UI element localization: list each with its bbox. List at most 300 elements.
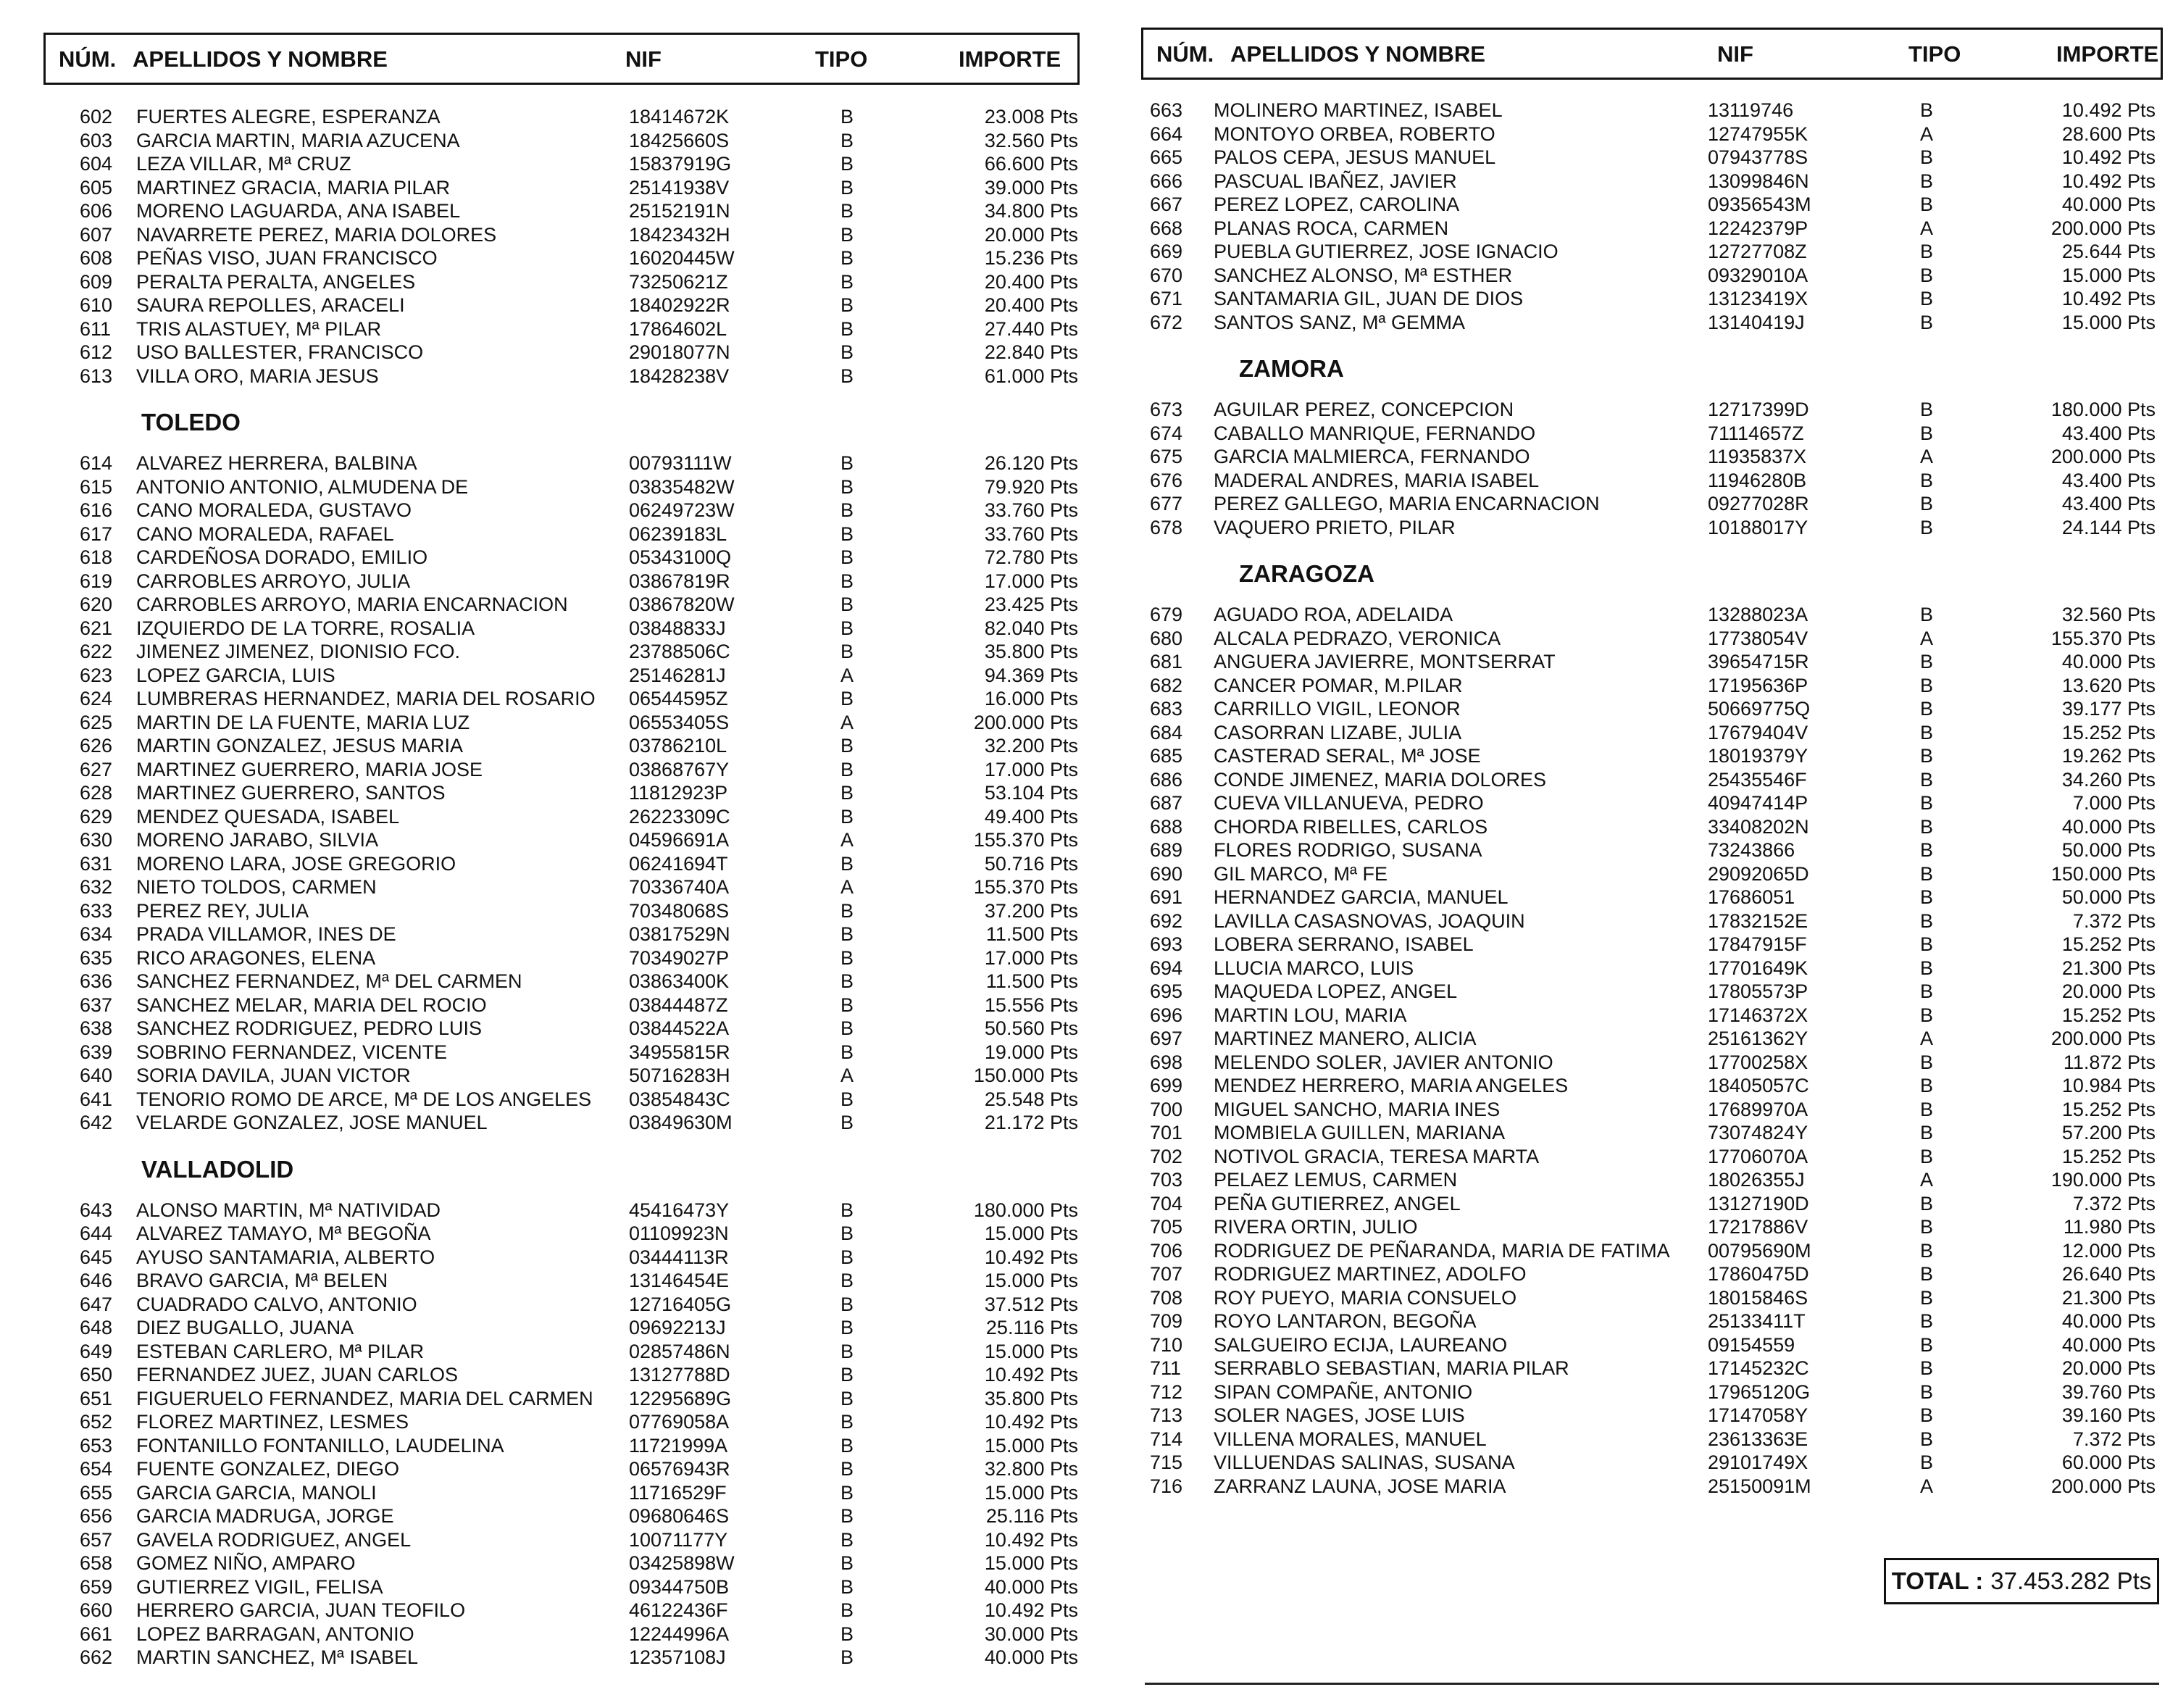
row-number: 701 xyxy=(1150,1122,1183,1143)
tipo-value: B xyxy=(840,270,854,293)
tipo-value: B xyxy=(840,1434,854,1457)
table-row xyxy=(43,1338,1080,1362)
nif-value: 02857486N xyxy=(629,1340,730,1362)
importe-value: 7.000 Pts xyxy=(2072,792,2156,814)
table-row xyxy=(43,1597,1080,1621)
person-name: MARTIN DE LA FUENTE, MARIA LUZ xyxy=(136,711,470,733)
person-name: BRAVO GARCIA, Mª BELEN xyxy=(136,1270,388,1291)
header-tipo: TIPO xyxy=(1908,41,1961,67)
importe-value: 33.760 Pts xyxy=(984,522,1078,545)
row-number: 661 xyxy=(80,1622,113,1645)
total-label: TOTAL : xyxy=(1891,1567,1984,1594)
importe-value: 11.500 Pts xyxy=(985,923,1078,945)
importe-value: 26.640 Pts xyxy=(2061,1263,2156,1285)
row-number: 633 xyxy=(80,899,113,922)
importe-value: 11.980 Pts xyxy=(2063,1216,2156,1238)
person-name: PEREZ GALLEGO, MARIA ENCARNACION xyxy=(1214,493,1600,515)
person-name: ESTEBAN CARLERO, Mª PILAR xyxy=(136,1340,425,1362)
person-name: VILLUENDAS SALINAS, SUSANA xyxy=(1214,1451,1515,1473)
nif-value: 09344750B xyxy=(629,1575,730,1598)
tipo-value: B xyxy=(1920,1310,1934,1332)
row-number: 684 xyxy=(1150,721,1183,743)
row-number: 644 xyxy=(80,1222,113,1244)
nif-value: 03786210L xyxy=(629,735,727,757)
nif-value: 12717399D xyxy=(1708,399,1809,420)
tipo-value: A xyxy=(840,664,854,686)
table-row xyxy=(1141,1355,2163,1379)
tipo-value: B xyxy=(1920,862,1934,885)
person-name: ALVAREZ TAMAYO, Mª BEGOÑA xyxy=(136,1222,431,1244)
nif-value: 17701649K xyxy=(1708,957,1808,979)
table-row xyxy=(1141,955,2163,979)
table-row xyxy=(1141,1238,2163,1262)
tipo-value: B xyxy=(840,1112,854,1133)
tipo-value: B xyxy=(840,499,854,521)
nif-value: 17738054V xyxy=(1708,627,1808,649)
tipo-value: B xyxy=(1920,241,1934,262)
tipo-value: B xyxy=(840,1387,854,1409)
nif-value: 25435546F xyxy=(1708,768,1807,791)
nif-value: 23788506C xyxy=(629,641,730,662)
person-name: ALVAREZ HERRERA, BALBINA xyxy=(136,452,417,474)
row-number: 712 xyxy=(1150,1380,1183,1403)
tipo-value: B xyxy=(840,688,854,709)
tipo-value: B xyxy=(840,1270,854,1291)
nif-value: 25152191N xyxy=(629,200,730,222)
importe-value: 32.560 Pts xyxy=(984,129,1078,151)
row-number: 607 xyxy=(80,223,113,246)
nif-value: 03844487Z xyxy=(629,993,728,1016)
tipo-value: B xyxy=(840,899,854,922)
row-number: 643 xyxy=(80,1199,113,1221)
person-name: GIL MARCO, Mª FE xyxy=(1214,862,1388,885)
table-row xyxy=(1141,168,2163,192)
tipo-value: B xyxy=(840,946,854,969)
nif-value: 09329010A xyxy=(1708,264,1808,286)
nif-value: 18015846S xyxy=(1708,1286,1808,1309)
tipo-value: B xyxy=(1920,1357,1934,1379)
nif-value: 18405057C xyxy=(1708,1075,1809,1096)
row-number: 630 xyxy=(80,829,113,851)
table-row xyxy=(43,175,1080,199)
nif-value: 06544595Z xyxy=(629,688,728,709)
importe-value: 72.780 Pts xyxy=(984,546,1078,568)
tipo-value: B xyxy=(1920,1145,1934,1167)
section-title: ZARAGOZA xyxy=(1239,560,1374,587)
importe-value: 20.000 Pts xyxy=(984,223,1078,246)
nif-value: 17847915F xyxy=(1708,933,1807,955)
row-number: 646 xyxy=(80,1270,113,1291)
person-name: TRIS ALASTUEY, Mª PILAR xyxy=(136,317,382,340)
tipo-value: B xyxy=(840,341,854,363)
person-name: LOPEZ BARRAGAN, ANTONIO xyxy=(136,1622,414,1645)
tipo-value: B xyxy=(840,1041,854,1063)
tipo-value: B xyxy=(1920,1098,1934,1120)
table-row xyxy=(1141,978,2163,1002)
table-row xyxy=(43,1062,1080,1086)
table-row xyxy=(1141,790,2163,814)
row-number: 648 xyxy=(80,1317,113,1338)
importe-value: 10.492 Pts xyxy=(2061,288,2156,309)
importe-value: 15.252 Pts xyxy=(2061,933,2156,955)
tipo-value: B xyxy=(840,805,854,828)
person-name: FUENTE GONZALEZ, DIEGO xyxy=(136,1458,400,1480)
table-row xyxy=(43,245,1080,269)
nif-value: 25141938V xyxy=(629,176,730,199)
table-row xyxy=(43,198,1080,222)
importe-value: 10.492 Pts xyxy=(2061,170,2156,192)
table-row xyxy=(1141,1025,2163,1049)
nif-value: 29101749X xyxy=(1708,1451,1808,1473)
row-number: 683 xyxy=(1150,698,1183,720)
section-title: VALLADOLID xyxy=(141,1155,294,1183)
table-row xyxy=(1141,861,2163,885)
person-name: FLOREZ MARTINEZ, LESMES xyxy=(136,1411,409,1433)
tipo-value: B xyxy=(840,1505,854,1527)
importe-value: 180.000 Pts xyxy=(973,1199,1078,1221)
tipo-value: B xyxy=(1920,886,1934,908)
person-name: AYUSO SANTAMARIA, ALBERTO xyxy=(136,1246,435,1268)
person-name: GARCIA MARTIN, MARIA AZUCENA xyxy=(136,129,460,151)
nif-value: 13099846N xyxy=(1708,170,1809,192)
nif-value: 11946280B xyxy=(1708,469,1807,491)
tipo-value: B xyxy=(1920,1239,1934,1262)
importe-value: 43.400 Pts xyxy=(2061,422,2156,444)
importe-value: 39.760 Pts xyxy=(2061,1380,2156,1403)
person-name: ANTONIO ANTONIO, ALMUDENA DE xyxy=(136,475,469,498)
person-name: SANCHEZ RODRIGUEZ, PEDRO LUIS xyxy=(136,1017,483,1039)
nif-value: 11935837X xyxy=(1708,446,1807,467)
table-row xyxy=(1141,601,2163,625)
person-name: CANO MORALEDA, GUSTAVO xyxy=(136,499,412,521)
row-number: 713 xyxy=(1150,1404,1183,1426)
table-row xyxy=(1141,1332,2163,1356)
row-number: 679 xyxy=(1150,604,1183,625)
row-number: 670 xyxy=(1150,264,1183,286)
row-number: 657 xyxy=(80,1528,113,1551)
table-row xyxy=(1141,1449,2163,1473)
tipo-value: B xyxy=(1920,1075,1934,1096)
table-row xyxy=(43,992,1080,1016)
tipo-value: B xyxy=(840,522,854,545)
tipo-value: B xyxy=(1920,1051,1934,1073)
table-header xyxy=(1141,28,2163,80)
header-num: NÚM. xyxy=(59,46,117,72)
importe-value: 24.144 Pts xyxy=(2061,516,2156,538)
person-name: CARRILLO VIGIL, LEONOR xyxy=(1214,698,1461,720)
importe-value: 17.000 Pts xyxy=(984,758,1078,780)
person-name: FERNANDEZ JUEZ, JUAN CARLOS xyxy=(136,1364,459,1386)
table-row xyxy=(1141,625,2163,649)
row-number: 622 xyxy=(80,641,113,662)
tipo-value: B xyxy=(840,153,854,175)
importe-value: 200.000 Pts xyxy=(2050,217,2156,239)
person-name: CONDE JIMENEZ, MARIA DOLORES xyxy=(1214,768,1547,791)
nif-value: 15837919G xyxy=(629,153,732,175)
table-row xyxy=(43,1197,1080,1221)
nif-value: 18019379Y xyxy=(1708,745,1808,767)
nif-value: 25133411T xyxy=(1708,1310,1806,1332)
nif-value: 17689970A xyxy=(1708,1098,1808,1120)
nif-value: 13123419X xyxy=(1708,288,1808,309)
table-row xyxy=(43,780,1080,804)
person-name: CUADRADO CALVO, ANTONIO xyxy=(136,1293,417,1315)
nif-value: 03848833J xyxy=(629,617,726,639)
row-number: 659 xyxy=(80,1575,113,1598)
tipo-value: B xyxy=(1920,1380,1934,1403)
row-number: 632 xyxy=(80,876,113,898)
tipo-value: B xyxy=(840,200,854,222)
person-name: AGUADO ROA, ADELAIDA xyxy=(1214,604,1453,625)
nif-value: 17686051 xyxy=(1708,886,1795,908)
nif-value: 17965120G xyxy=(1708,1380,1811,1403)
nif-value: 11812923P xyxy=(629,782,728,804)
nif-value: 07943778S xyxy=(1708,146,1808,168)
header-nif: NIF xyxy=(625,46,662,72)
importe-value: 33.760 Pts xyxy=(984,499,1078,521)
importe-value: 200.000 Pts xyxy=(2050,446,2156,467)
person-name: SERRABLO SEBASTIAN, MARIA PILAR xyxy=(1214,1357,1569,1379)
nif-value: 13140419J xyxy=(1708,311,1805,333)
tipo-value: B xyxy=(1920,909,1934,932)
person-name: MARTINEZ GUERRERO, MARIA JOSE xyxy=(136,758,483,780)
row-number: 606 xyxy=(80,200,113,222)
row-number: 687 xyxy=(1150,792,1183,814)
table-row xyxy=(43,269,1080,293)
importe-value: 19.000 Pts xyxy=(984,1041,1078,1063)
person-name: MARTIN LOU, MARIA xyxy=(1214,1004,1407,1026)
table-row xyxy=(43,686,1080,709)
importe-value: 22.840 Pts xyxy=(984,341,1078,363)
tipo-value: B xyxy=(840,1364,854,1386)
nif-value: 17195636P xyxy=(1708,674,1808,696)
person-name: RIVERA ORTIN, JULIO xyxy=(1214,1216,1418,1238)
person-name: TENORIO ROMO DE ARCE, Mª DE LOS ANGELES xyxy=(136,1088,592,1110)
row-number: 673 xyxy=(1150,399,1183,420)
nif-value: 25146281J xyxy=(629,664,726,686)
nif-value: 13127190D xyxy=(1708,1192,1809,1215)
tipo-value: B xyxy=(1920,698,1934,720)
importe-value: 10.492 Pts xyxy=(984,1599,1078,1621)
tipo-value: B xyxy=(840,593,854,615)
total-box xyxy=(1884,1558,2159,1604)
tipo-value: B xyxy=(840,1340,854,1362)
row-number: 658 xyxy=(80,1552,113,1574)
tipo-value: B xyxy=(1920,1286,1934,1309)
nif-value: 73243866 xyxy=(1708,839,1795,861)
nif-value: 17679404V xyxy=(1708,721,1808,743)
nif-value: 25150091M xyxy=(1708,1475,1811,1497)
table-row xyxy=(1141,1426,2163,1450)
importe-value: 37.200 Pts xyxy=(984,899,1078,922)
person-name: FONTANILLO FONTANILLO, LAUDELINA xyxy=(136,1434,504,1457)
importe-value: 79.920 Pts xyxy=(984,475,1078,498)
tipo-value: B xyxy=(840,735,854,757)
row-number: 678 xyxy=(1150,516,1183,538)
tipo-value: B xyxy=(840,923,854,945)
nif-value: 12747955K xyxy=(1708,122,1808,145)
table-row xyxy=(1141,1379,2163,1403)
nif-value: 40947414P xyxy=(1708,792,1808,814)
row-number: 631 xyxy=(80,852,113,875)
importe-value: 15.252 Pts xyxy=(2061,1004,2156,1026)
row-number: 619 xyxy=(80,570,113,592)
tipo-value: A xyxy=(840,1065,854,1086)
tipo-value: B xyxy=(1920,516,1934,538)
importe-value: 32.560 Pts xyxy=(2061,604,2156,625)
nif-value: 09356543M xyxy=(1708,193,1811,215)
tipo-value: B xyxy=(840,758,854,780)
row-number: 699 xyxy=(1150,1075,1183,1096)
nif-value: 06239183L xyxy=(629,522,727,545)
row-number: 642 xyxy=(80,1112,113,1133)
row-number: 663 xyxy=(1150,99,1183,121)
person-name: ROYO LANTARON, BEGOÑA xyxy=(1214,1310,1477,1332)
person-name: PLANAS ROCA, CARMEN xyxy=(1214,217,1449,239)
row-number: 655 xyxy=(80,1481,113,1504)
nif-value: 29018077N xyxy=(629,341,730,363)
table-row xyxy=(1141,1191,2163,1215)
table-row xyxy=(1141,672,2163,696)
tipo-value: B xyxy=(1920,980,1934,1002)
person-name: GAVELA RODRIGUEZ, ANGEL xyxy=(136,1528,412,1551)
importe-value: 40.000 Pts xyxy=(2061,651,2156,672)
importe-value: 50.716 Pts xyxy=(984,852,1078,875)
table-row xyxy=(43,851,1080,875)
person-name: PELAEZ LEMUS, CARMEN xyxy=(1214,1169,1458,1191)
tipo-value: A xyxy=(840,829,854,851)
row-number: 641 xyxy=(80,1088,113,1110)
table-row xyxy=(43,1456,1080,1480)
table-row xyxy=(43,222,1080,246)
nif-value: 03817529N xyxy=(629,923,730,945)
header-name: APELLIDOS Y NOMBRE xyxy=(1230,41,1485,67)
row-number: 682 xyxy=(1150,674,1183,696)
tipo-value: B xyxy=(840,1317,854,1338)
nif-value: 03835482W xyxy=(629,475,735,498)
importe-value: 35.800 Pts xyxy=(984,641,1078,662)
row-number: 707 xyxy=(1150,1263,1183,1285)
nif-value: 25161362Y xyxy=(1708,1028,1808,1049)
importe-value: 155.370 Pts xyxy=(973,829,1078,851)
person-name: MOLINERO MARTINEZ, ISABEL xyxy=(1214,99,1503,121)
table-row xyxy=(43,1550,1080,1574)
tipo-value: B xyxy=(1920,792,1934,814)
importe-value: 94.369 Pts xyxy=(984,664,1078,686)
table-row xyxy=(43,316,1080,340)
table-row xyxy=(1141,309,2163,333)
person-name: MENDEZ QUESADA, ISABEL xyxy=(136,805,400,828)
nif-value: 17147058Y xyxy=(1708,1404,1808,1426)
person-name: CHORDA RIBELLES, CARLOS xyxy=(1214,815,1488,838)
person-name: PASCUAL IBAÑEZ, JAVIER xyxy=(1214,170,1457,192)
person-name: PEREZ REY, JULIA xyxy=(136,899,309,922)
nif-value: 13119746 xyxy=(1708,99,1794,121)
nif-value: 09692213J xyxy=(629,1317,726,1338)
tipo-value: B xyxy=(840,970,854,992)
table-row xyxy=(43,151,1080,175)
tipo-value: B xyxy=(840,1622,854,1645)
table-row xyxy=(43,615,1080,639)
person-name: AGUILAR PEREZ, CONCEPCION xyxy=(1214,399,1514,420)
table-row xyxy=(43,521,1080,545)
tipo-value: B xyxy=(1920,422,1934,444)
table-row xyxy=(43,1267,1080,1291)
nif-value: 09154559 xyxy=(1708,1333,1795,1356)
header-nif: NIF xyxy=(1717,41,1753,67)
table-row xyxy=(43,1015,1080,1039)
nif-value: 46122436F xyxy=(629,1599,728,1621)
nif-value: 13288023A xyxy=(1708,604,1808,625)
table-row xyxy=(1141,1096,2163,1120)
table-row xyxy=(43,968,1080,992)
right-table-body xyxy=(1141,97,2163,1496)
row-number: 618 xyxy=(80,546,113,568)
importe-value: 15.000 Pts xyxy=(984,1270,1078,1291)
nif-value: 13127788D xyxy=(629,1364,730,1386)
importe-value: 39.160 Pts xyxy=(2061,1404,2156,1426)
person-name: SALGUEIRO ECIJA, LAUREANO xyxy=(1214,1333,1508,1356)
nif-value: 18425660S xyxy=(629,129,730,151)
row-number: 617 xyxy=(80,522,113,545)
row-number: 624 xyxy=(80,688,113,709)
table-row xyxy=(43,104,1080,128)
row-number: 705 xyxy=(1150,1216,1183,1238)
importe-value: 190.000 Pts xyxy=(2050,1169,2156,1191)
table-row xyxy=(43,544,1080,568)
tipo-value: B xyxy=(1920,1428,1934,1450)
nif-value: 06249723W xyxy=(629,499,735,521)
tipo-value: B xyxy=(840,129,854,151)
row-number: 645 xyxy=(80,1246,113,1268)
nif-value: 12242379P xyxy=(1708,217,1808,239)
tipo-value: B xyxy=(1920,469,1934,491)
person-name: NAVARRETE PEREZ, MARIA DOLORES xyxy=(136,223,497,246)
table-row xyxy=(1141,262,2163,286)
person-name: SIPAN COMPAÑE, ANTONIO xyxy=(1214,1380,1473,1403)
importe-value: 16.000 Pts xyxy=(984,688,1078,709)
table-row xyxy=(1141,931,2163,955)
table-row xyxy=(43,1480,1080,1504)
section-title: TOLEDO xyxy=(141,409,241,436)
importe-value: 40.000 Pts xyxy=(984,1646,1078,1668)
nif-value: 03444113R xyxy=(629,1246,729,1268)
person-name: PUEBLA GUTIERREZ, JOSE IGNACIO xyxy=(1214,241,1559,262)
table-row xyxy=(1141,144,2163,168)
row-number: 629 xyxy=(80,805,113,828)
importe-value: 20.000 Pts xyxy=(2061,980,2156,1002)
table-row xyxy=(43,591,1080,615)
importe-value: 50.000 Pts xyxy=(2061,886,2156,908)
person-name: MARTINEZ MANERO, ALICIA xyxy=(1214,1028,1477,1049)
importe-value: 28.600 Pts xyxy=(2061,122,2156,145)
table-row xyxy=(43,1386,1080,1409)
tipo-value: B xyxy=(1920,146,1934,168)
person-name: RODRIGUEZ MARTINEZ, ADOLFO xyxy=(1214,1263,1527,1285)
nif-value: 05343100Q xyxy=(629,546,732,568)
tipo-value: B xyxy=(1920,1192,1934,1215)
tipo-value: B xyxy=(840,1017,854,1039)
person-name: SANCHEZ FERNANDEZ, Mª DEL CARMEN xyxy=(136,970,522,992)
row-number: 689 xyxy=(1150,839,1183,861)
row-number: 676 xyxy=(1150,469,1183,491)
row-number: 623 xyxy=(80,664,113,686)
person-name: ZARRANZ LAUNA, JOSE MARIA xyxy=(1214,1475,1506,1497)
row-number: 605 xyxy=(80,176,113,199)
tipo-value: B xyxy=(840,1222,854,1244)
table-row xyxy=(1141,286,2163,309)
row-number: 604 xyxy=(80,153,113,175)
